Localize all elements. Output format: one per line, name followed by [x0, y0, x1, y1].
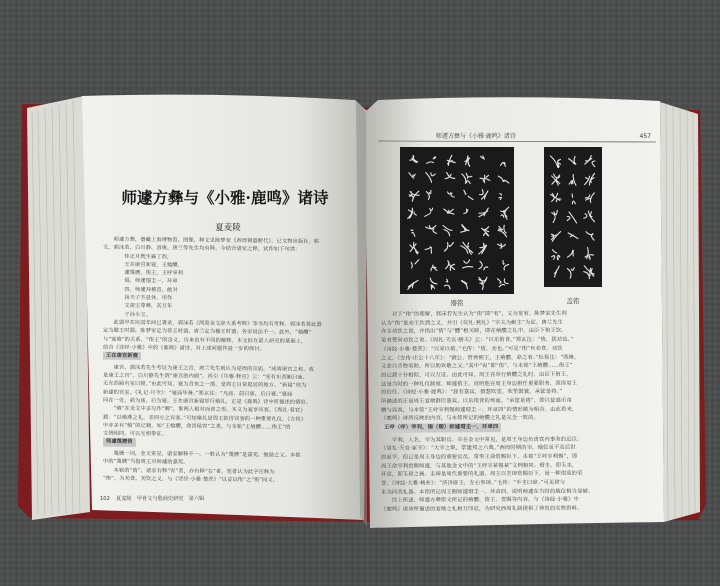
body-line: 所描述的正是周王宴飨群臣嘉宾、以乐侑食的场面。“承筐是将”，即以筐盛币帛 — [381, 397, 572, 405]
body-line: 王在康宫新寝，王飨醴， — [103, 261, 184, 269]
body-line: 对于“侑”的理解，郭沫若先生认为“侑”即“宥”，义为宽宥。陈梦家先生则 — [381, 310, 568, 318]
section-heading: 师遽蔑曆侑 — [103, 438, 136, 447]
footer-page-number: 102 — [100, 496, 110, 502]
body-line: 遽蔑曆，侑王，王呼宰利 — [103, 269, 184, 277]
body-line: “飨”在金文中多写作“卿”，象两人相对而食之形，本义为宴享宾客。《周礼·春官》 — [103, 405, 306, 415]
section-heading: 王在康宫新寝 — [103, 352, 141, 361]
inscription-rubbing-vessel — [400, 147, 514, 294]
body-line: 康宫，郭沫若先生考证为康王之宫，唐兰先生则认为是周的宗庙，“成周康宫之称，或 — [103, 364, 314, 373]
body-line: 本铭的“侑”，诸家有释“宥”者，亦有释“右”者。笔者认为此字应释为 — [103, 467, 275, 476]
body-line: 之义。《左传·庄公十八年》：“虢公、晋侯朝王，王飨醴，命之宥。”杜预注：“既飨， — [381, 354, 580, 362]
body-line: 定为懿王时器，陈梦家定为恭王时器，唐兰定为穆王时器，各家说法不一。此外，“飨醴” — [103, 327, 312, 337]
article-author: 夏麦陵 — [215, 223, 241, 233]
body-line: 同在一处，前为庙，后为寝。王在康宫新寝举行飨礼，正是《鹿鸣》诗中所描述的情形。 — [103, 397, 312, 406]
body-line: 誉。《诗经·大雅·棫朴》：“济济辟王，左右奉璋。”毛传：“半圭曰璋。”可见璋与 — [381, 479, 566, 487]
body-line: 载：“以飨燕之礼，亲四方之宾客。”可知飨礼是周王款待宾客的一种重要礼仪。《左传》 — [103, 414, 307, 423]
body-line: 结合《诗经·小雅》中的《鹿鸣》诸诗，对上述问题作进一步的探讨。 — [103, 344, 265, 353]
body-line: 文，郭沫若、白川静、容庚、唐兰等先生均有释。今结合诸家之释，试作如下句读： — [103, 244, 301, 254]
body-line: 综上所述，师遽方彝铭文所记的飨醴、侑王、赏赐等内容，与《诗经·小雅》中 — [381, 497, 579, 505]
body-line: 的冢宰，但已是周王身边的重要官员，常奉王命赏赐臣下。本铭“王呼宰利锡”，即 — [381, 453, 578, 461]
body-line: 文例相同，可以互相参证。 — [103, 430, 168, 438]
body-line: 《周礼·天官·冢宰》：“大宰之职，掌建邦之六典。”西周时期的宰，地位虽不及后世 — [381, 444, 576, 452]
body-line: 笔者赞同劝饮之说。《周礼·天官·膳夫》云：“以乐侑食。”郑玄注：“侑，犹劝也。” — [381, 336, 574, 344]
running-header: 师遽方彝与《小雅·鹿鸣》诸诗 — [436, 133, 516, 140]
body-line: 的记载十分相似，可以互证。由此可知，周王在举行飨醴之礼时，由臣下侑王， — [381, 371, 572, 379]
body-line: 文祖宝尊彝，其万年 — [103, 303, 173, 310]
body-line: 锡，师遽瑁圭一，环章 — [103, 278, 178, 285]
section-heading: 王呼（呼）宰利，锡（赐）师遽瑁圭一、环章四 — [381, 423, 501, 432]
body-line: 环章，即玉璋之属。圭璋是周代重要的礼器，周王以圭璋赏赐臣下，是一种很高的荣 — [381, 471, 583, 479]
body-line: 蔑曆一词，金文常见，诸家解释不一。一般认为“蔑曆”是嘉奖、勉励之义。本铭 — [103, 450, 301, 459]
body-line: 新建的宫室。《礼记·月令》：“寝庙毕备。”郑玄注：“凡庙，前曰庙，后曰寝。”寝庙 — [103, 389, 293, 398]
left-body-text — [103, 236, 361, 495]
body-line: 中的“蔑曆”当指周王对师遽的嘉奖。 — [103, 458, 189, 466]
body-line: “侑”，为劝食、劝饮之义，与《诗经·小雅·楚茨》“以妥以侑”之“侑”同义。 — [103, 475, 279, 484]
body-line: 宰利，人名，宰为其职官。宰在金文中常见，是周王身边负责宫内事务的近臣。 — [381, 436, 583, 444]
body-line: 《鹿鸣》诗所反映的内容，与本铭所记的飨醴之礼是完全一致的。 — [381, 415, 539, 423]
page-number: 457 — [639, 133, 651, 140]
body-line: 《鹿鸣》诸诗所描述的宴飨之礼相互印证，为研究西周礼制提供了珍贵的实物资料。 — [381, 505, 583, 513]
caption-vessel: 器铭 — [450, 299, 464, 307]
body-line: 认为“侑”是劝王饮酒之义，并引《仪礼·燕礼》“宰夫为献主”为证。唐兰先生 — [381, 319, 564, 327]
body-line: 亦主劝饮之说，并指出“侑”与“醴”相关联，即在飨醴之礼中，由臣下侑王饮。 — [381, 328, 567, 336]
body-line: 又命以币物宥助，所以助欢敬之义。”其中“宥”即“侑”，与本铭“王飨醴……侑王” — [381, 362, 573, 370]
right-body-text — [381, 309, 655, 515]
body-line: 师遽方彝，器藏上海博物馆。图像、释文见陈梦家《西周铜器断代》，已文物出版社。铭 — [103, 236, 320, 245]
body-line: 周王命宰利赏赐师遽，与其他金文中的“王呼宰某锡某”文例相同。瑁圭，即玉圭， — [381, 462, 578, 470]
body-line: 中亦多有“飨”的记载，如“王飨醴，命晋侯宥”之类，与本铭“王飨醴……侑王”的 — [103, 422, 291, 431]
body-line: 此器早在民国年间已著录，郭沫若《两周金文辞大系考释》等书均有考释。郭沫若将此器 — [103, 319, 322, 328]
body-line: 与“宴飨”的关系，“侑王”的含义，历来也有不同的解释。本文拟在前人研究的基础上， — [103, 336, 307, 345]
caption-lid: 盖铭 — [566, 297, 580, 305]
body-line: 圭为同类礼器。本铭所记周王赐师遽瑁圭一、环章四，说明师遽在当时的地位相当显赫。 — [381, 488, 594, 496]
body-line: 这是当时的一种礼仪制度。师遽侑王，说明他在周王身边担任重要职务，深得周王 — [381, 380, 578, 388]
body-line: 扬天子丕显休，用作 — [103, 294, 173, 302]
body-line: 子孙永宝。 — [103, 311, 152, 318]
article-title: 师遽方彝与《小雅·鹿鸣》诸诗 — [121, 188, 329, 207]
body-line: 是康王之宫”。白川静先生谓“康宫的内殿”。再引《尔雅·释宫》云：“室有东西厢曰庙， — [103, 372, 309, 381]
body-line: 的信任。《诗经·小雅·鹿鸣》：“我有嘉宾，鼓瑟吹笙。吹笙鼓簧，承筐是将。” — [381, 389, 563, 397]
footer-running-text: 夏麦陵 甲骨文与殷商史研究 第六辑 — [116, 496, 205, 502]
body-line: 隹正月既生霸丁酉， — [103, 253, 173, 260]
body-line: 《诗经·小雅·楚茨》：“以妥以侑。”毛传：“侑，劝也。”可见“侑”有劝食、劝饮 — [381, 345, 563, 353]
body-line: 四。师遽拜稽首，敢对 — [103, 286, 178, 294]
body-line: 无东西厢有室曰寝。”由此可知，寝为宫室之一部，是周王日常起居的地方。“新寝”则为 — [103, 380, 307, 390]
body-line: 赠与宾客，与本铭“王呼宰利锡师遽瑁圭一、环章四”的情形颇为相合。由此看来， — [381, 406, 578, 414]
